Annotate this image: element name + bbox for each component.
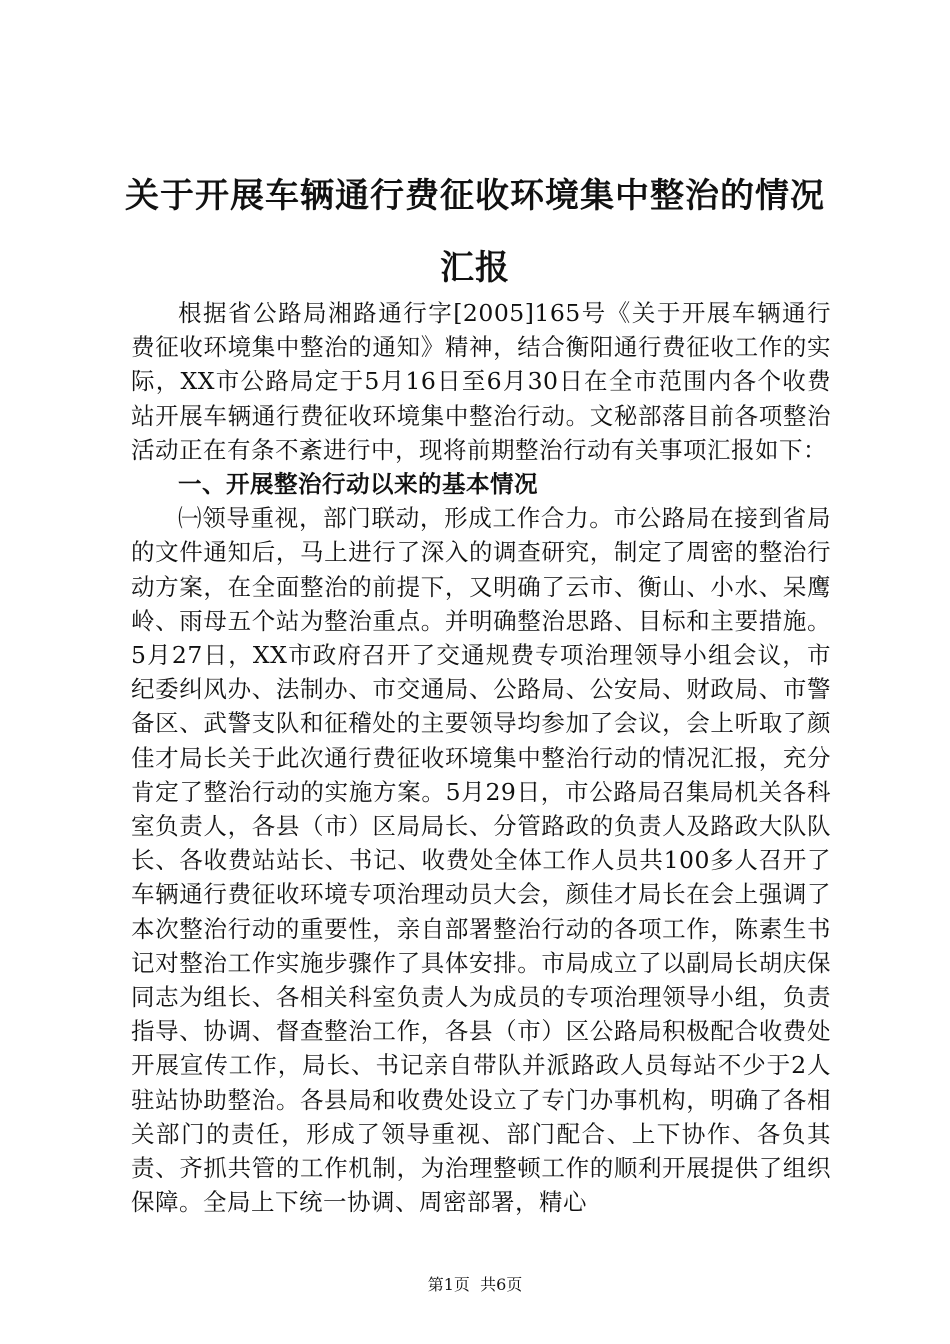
section-heading: 一、开展整治行动以来的基本情况 (178, 470, 538, 499)
page-number-current: 第1页 (427, 1275, 470, 1294)
page-footer (0, 1275, 950, 1295)
document-title: 关于开展车辆通行费征收环境集中整治的情况汇报 (125, 176, 825, 288)
page-number-total: 共6页 (480, 1275, 523, 1294)
section-paragraph: ㈠领导重视，部门联动，形成工作合力。市公路局在接到省局的文件通知后，马上进行了深入的调查研究，制定了周密的整治行动方案，在全面整治的前提下，又明确了云市、衡山、小水、呆鹰岭、雨母五个站为整治重点。并明确整治思路、目标和主要措施。5月27日，XX市政府召开了交通规费专项治理领导小组会议，市纪委纠风办、法制办、市交通局、公路局、公安局、财政局、市警备区、武警支队和征稽处的主要领导均参加了会议，会上听取了颜佳才局长关于此次通行费征收环境集中整治行动的情况汇报，充分肯定了整治行动的实施方案。5月29日，市公路局召集局机关各科室负责人，各县（市）区局局长、分管路政的负责人及路政大队队长、各收费站站长、书记、收费处全体工作人员共100多人召开了车辆通行费征收环境专项治理动员大会，颜佳才局长在会上强调了本次整治行动的重要性，亲自部署整治行动的各项工作，陈素生书记对整治工作实施步骤作了具体安排。市局成立了以副局长胡庆保同志为组长、各相关科室负责人为成员的专项治理领导小组，负责指导、协调、督查整治工作，各县（市）区公路局积极配合收费处开展宣传工作，局长、书记亲自带队并派路政人员每站不少于2人驻站协助整治。各县局和收费处设立了专门办事机构，明确了各相关部门的责任，形成了领导重视、部门配合、上下协作、各负其责、齐抓共管的工作机制，为治理整顿工作的顺利开展提供了组织保障。全局上下统一协调、周密部署，精心 (131, 504, 831, 1217)
document-body (131, 296, 831, 1219)
intro-paragraph: 根据省公路局湘路通行字[2005]165号《关于开展车辆通行费征收环境集中整治的通知》精神，结合衡阳通行费征收工作的实际，XX市公路局定于5月16日至6月30日在全市范围内各个收费站开展车辆通行费征收环境集中整治行动。文秘部落目前各项整治活动正在有条不紊进行中，现将前期整治行动有关事项汇报如下： (131, 299, 831, 464)
